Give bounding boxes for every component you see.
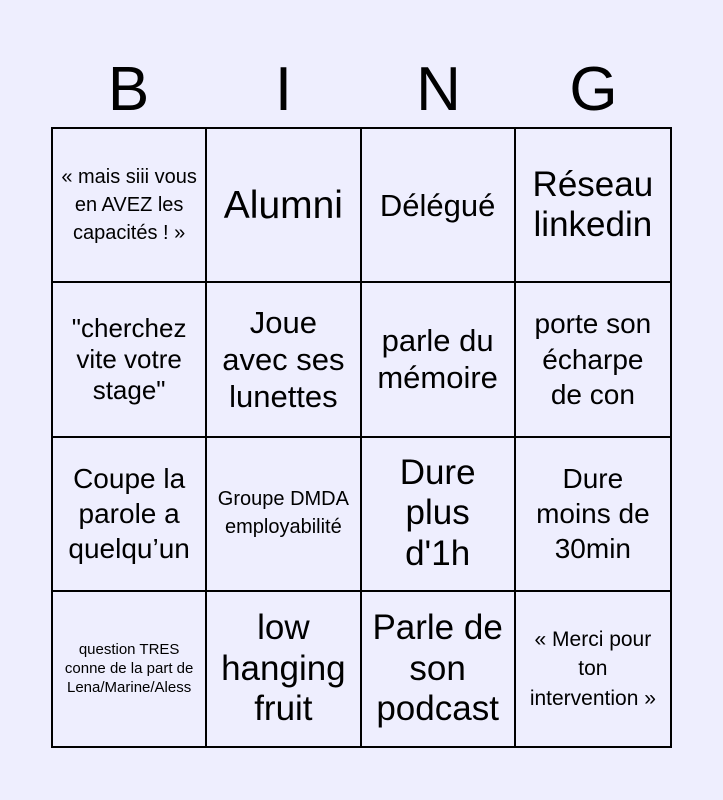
bingo-cell[interactable] bbox=[516, 592, 670, 746]
cell-text: « mais siii vous en AVEZ les capacités ! » bbox=[61, 166, 197, 245]
cell-text: Alumni bbox=[223, 183, 343, 227]
bingo-cell[interactable] bbox=[207, 283, 361, 437]
bingo-board bbox=[51, 127, 672, 748]
cell-text: Dure moins de 30min bbox=[536, 462, 650, 565]
cell-text: « Merci pour ton intervention » bbox=[529, 627, 656, 710]
bingo-cell[interactable] bbox=[53, 438, 207, 592]
header-letter-i: I bbox=[274, 55, 293, 124]
bingo-cell[interactable] bbox=[516, 283, 670, 437]
cell-text: low hanging fruit bbox=[221, 607, 346, 729]
bingo-cell[interactable] bbox=[362, 129, 516, 283]
cell-text: Délégué bbox=[379, 187, 496, 223]
bingo-cell[interactable] bbox=[516, 438, 670, 592]
bingo-cell[interactable] bbox=[362, 438, 516, 592]
cell-text: question TRES conne de la part de Lena/Marine/Aless bbox=[64, 641, 194, 697]
cell-text: Coupe la parole a quelqu’un bbox=[68, 462, 190, 565]
cell-text: Groupe DMDA employabilité bbox=[217, 488, 349, 538]
cell-text: porte son écharpe de con bbox=[534, 308, 652, 410]
cell-text: Parle de son podcast bbox=[372, 607, 503, 729]
bingo-cell[interactable] bbox=[207, 129, 361, 283]
cell-text: parle du mémoire bbox=[377, 323, 498, 396]
bingo-cell[interactable] bbox=[362, 283, 516, 437]
cell-text: "cherchez vite votre stage" bbox=[71, 312, 187, 405]
cell-text: Dure plus d'1h bbox=[399, 452, 476, 573]
bingo-header bbox=[51, 54, 671, 126]
header-letter-g: G bbox=[569, 55, 618, 124]
bingo-cell[interactable] bbox=[53, 592, 207, 746]
bingo-cell[interactable] bbox=[362, 592, 516, 746]
bingo-cell[interactable] bbox=[516, 129, 670, 283]
cell-text: Joue avec ses lunettes bbox=[222, 304, 345, 414]
header-letter-n: N bbox=[416, 55, 461, 124]
cell-text: Réseau linkedin bbox=[532, 164, 654, 245]
bingo-cell[interactable] bbox=[53, 129, 207, 283]
bingo-cell[interactable] bbox=[207, 438, 361, 592]
bingo-cell[interactable] bbox=[207, 592, 361, 746]
bingo-cell[interactable] bbox=[53, 283, 207, 437]
header-letter-b: B bbox=[107, 55, 150, 124]
